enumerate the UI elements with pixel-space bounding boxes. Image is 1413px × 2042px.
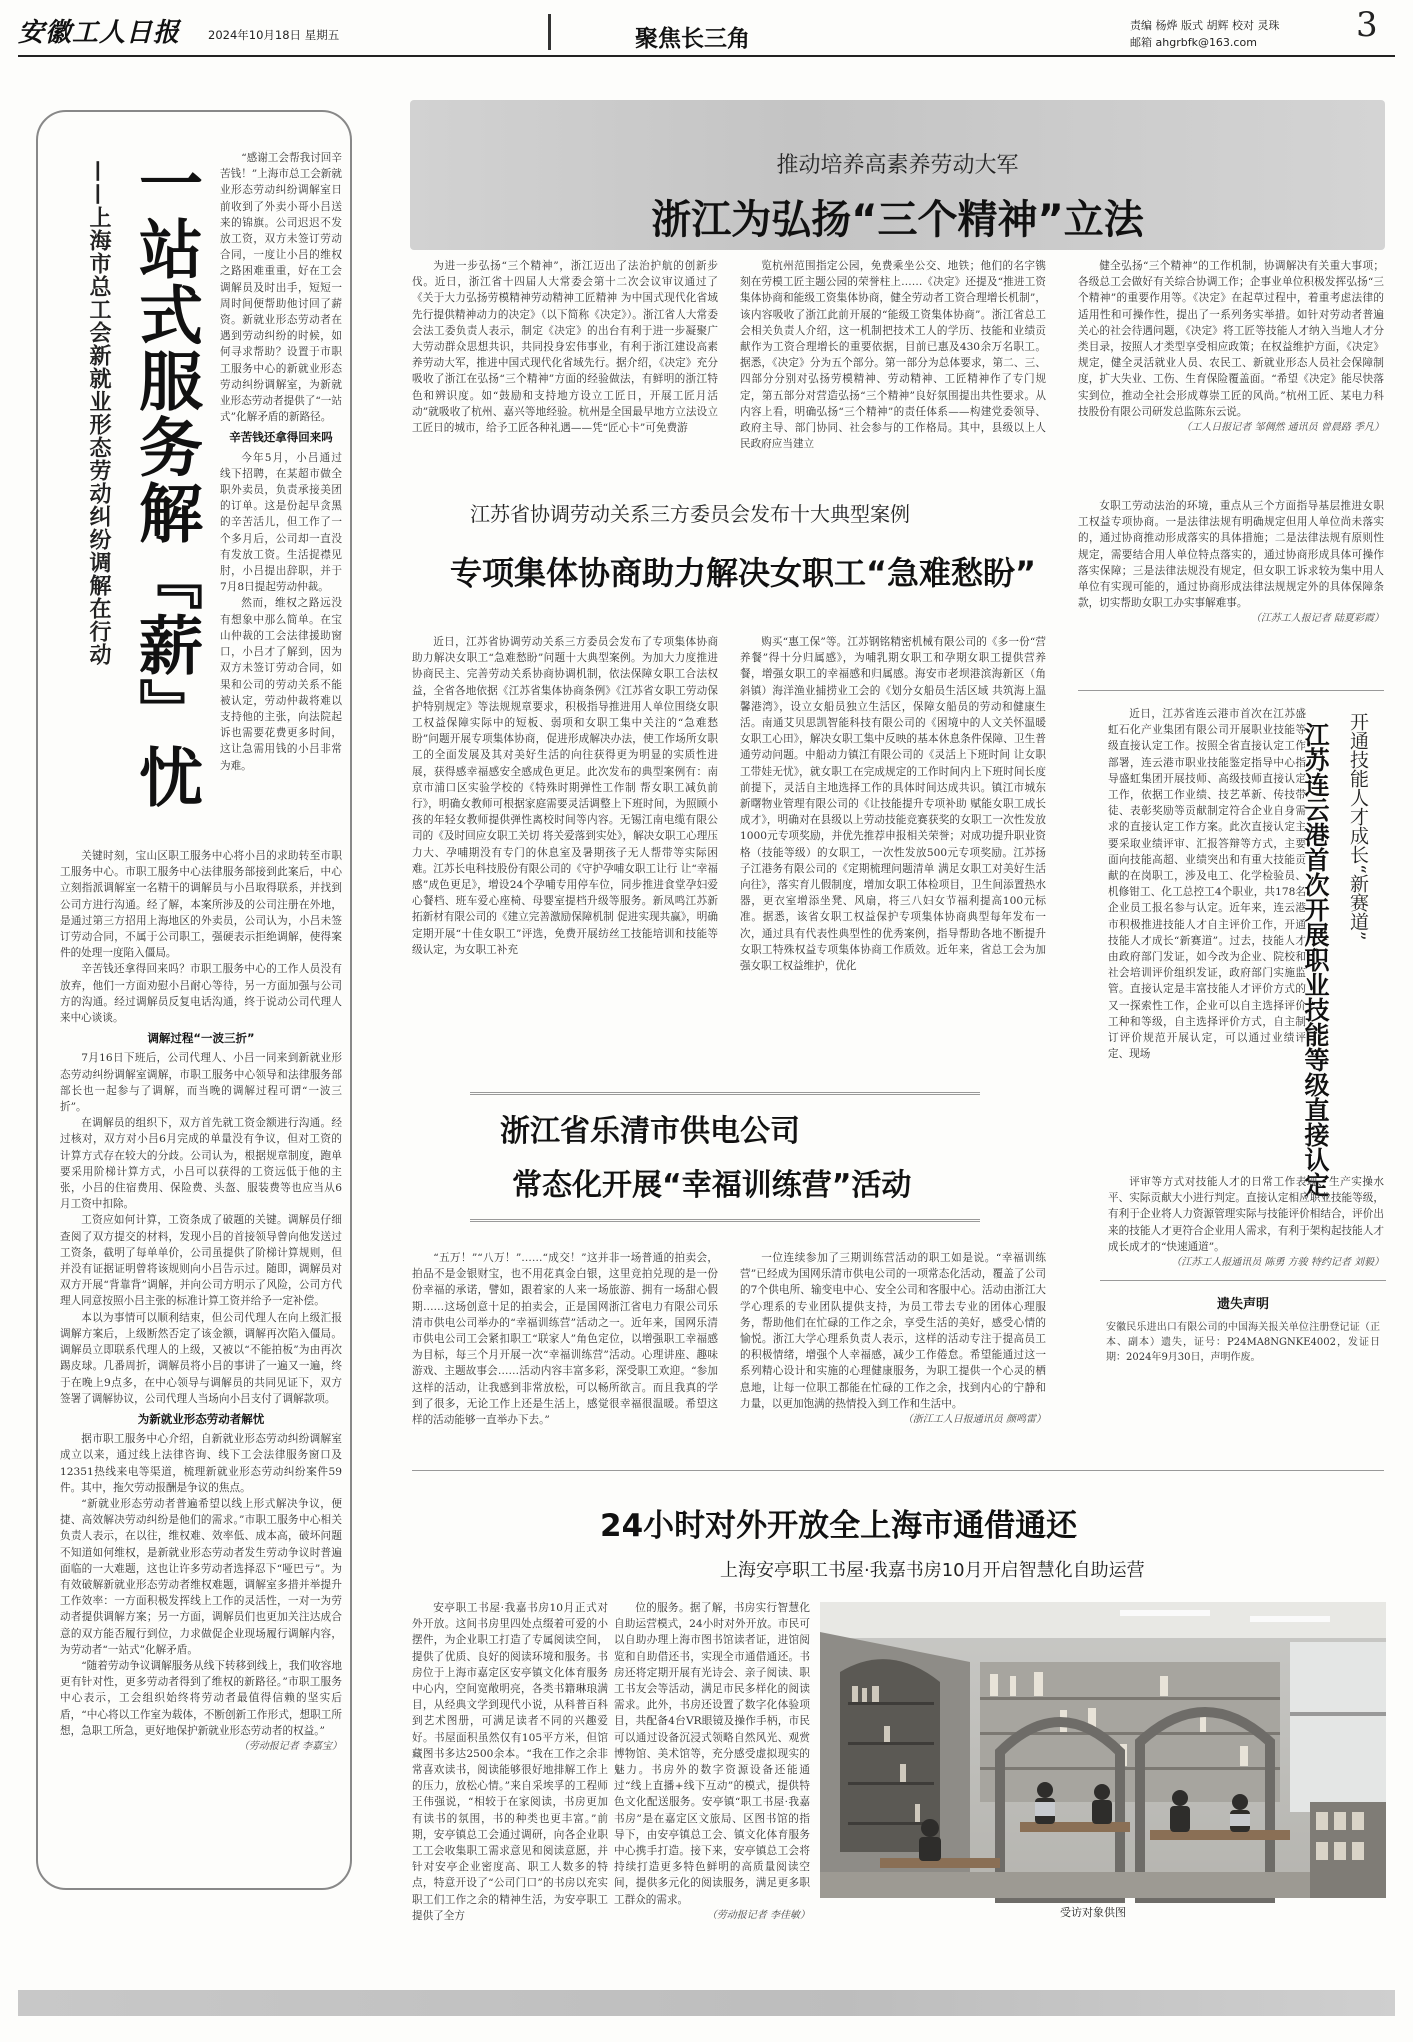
footer-band [18,1990,1395,2016]
zhejiang-col2 [740,258,1046,490]
left-sub1: 辛苦钱还拿得回来吗 [229,430,333,445]
jiangsu-col1 [412,634,718,1039]
jiangsu-col3 [1078,498,1384,670]
leqing-credit: （浙江工人日报通讯员 颜鸣雷） [902,1414,1046,1426]
left-story-subhead: ——上海市总工会新就业形态劳动纠纷调解在行动 [86,160,112,666]
left-intro: “感谢工会帮我讨回辛苦钱！”上海市总工会新就业形态劳动纠纷调解室日前收到了外卖小哥小吕送来的锦旗。公司迟迟不发放工资，双方未签订劳动合同，一度让小吕的维权之路困难重重，好在工会调解员及时出手，短短一周时间便帮助他讨回了薪资。新就业形态劳动者在遇到劳动纠纷的时候，如何寻求帮助？设置于市职工服务中心的新就业形态劳动纠纷调解室，为新就业形态劳动者提供了“一站式”化解矛盾的新路径。 [220,152,342,424]
jiangsu-col1-text: 近日，江苏省协调劳动关系三方委员会发布了专项集体协商助力解决女职工“急难愁盼”问题十大典型案例。为加大力度推进协商民主、完善劳动关系协商协调机制，依法保障女职工合法权益，全省各地依据《江苏省集体协商条例》《江苏省女职工劳动保护特别规定》等法规规章要求，积极指导推进用人单位围绕女职工权益保障实际中的短板、弱项和女职工集中关注的“急难愁盼”问题开展专项集体协商，促进形成解决办法，使工作场所女职工的全面发展及其对美好生活的向往获得更为明显的实质性进展，获得感幸福感安全感成色更足。此次发布的典型案例有：南京市浦口区实验学校的《特殊时期弹性工作制 帮女职工减负前行》，明确女教师可根据家庭需要灵活调整上下班时间，为照顾小孩的年轻女教师提供弹性离校时间等内容。无锡江南电缆有限公司的《及时回应女职工关切 将关爱落到实处》，解决女职工心理压力大、孕哺期没有专门的休息室及暑期孩子无人帮带等实际困难。江苏长电科技股份有限公司的《守护孕哺女职工让行 让“幸福感”成色更足》，增设24个孕哺专用停车位，同步推进食堂孕妇爱心餐档、班车爱心座椅、母婴室提档升级等服务。新凤鸣江苏新拓新材有限公司的《建立完善激励保障机制 促进实现共赢》，明确定期开展“十佳女职工”评选，免费开展纺丝工技能培训和技能等级认定，为女职工补充 [412,636,718,956]
left-p6: 在调解员的组织下，双方首先就工资金额进行沟通。经过核对，双方对小吕6月完成的单量没有争议，但对工资的计算方式存在较大的分歧。公司认为，根据规章制度，跑单要采用阶梯计算方式，小吕可以获得的工资远低于他的主张，小吕的住宿费用、保险费、头盔、服装费等也应当从6月工资中扣除。 [60,1117,342,1211]
paper-name: 安徽工人日报 [18,18,181,48]
zhejiang-kicker: 推动培养高素养劳动大军 [776,153,1019,178]
bookstore-photo-image [820,1602,1386,1898]
left-story-headline: 一站式服务解『薪』忧 [128,150,202,810]
left-p10: “新就业形态劳动者普遍希望以线上形式解决争议，便捷、高效解决劳动纠纷是他们的需求。”市职工服务中心相关负责人表示，在以往，维权难、效率低、成本高，破坏问题不知道如何维权，是新就业形态劳动者发生劳动争议时普遍面临的一大难题，这也让许多劳动者选择忍下“哑巴亏”。为有效破解新就业形态劳动者维权难题，调解室多措并举提升工作效率：一方面积极发挥线上工作的灵活性，一对一为劳动者提供调解方案；另一方面，调解员们也更加关注达成合意的双方能否履行到位，力求做促企业现场履行调解内容，为劳动者“一站式”化解矛盾。 [60,1497,342,1656]
masthead [0,0,1413,56]
zhejiang-col3-text: 健全弘扬“三个精神”的工作机制，协调解决有关重大事项；各级总工会做好有关综合协调工作；企事业单位积极发挥弘扬“三个精神”的重要作用等。《决定》在起草过程中，着重考虑法律的适用性和可操作性，提出了一系列务实举措。如针对劳动者普遍关心的社会待遇问题，《决定》将工匠等技能人才纳入当地人才分类目录，按照人才类型享受相应政策；在权益维护方面，《决定》规定，健全灵活就业人员、农民工、新就业形态人员社会保障制度，扩大失业、工伤、生育保险覆盖面。“希望《决定》能尽快落实到位，推动全社会形成尊崇工匠的风尚。”杭州工匠、某电力科技股份有限公司研发总监陈东云说。 [1078,260,1384,418]
leqing-col2-text: 一位连续参加了三期训练营活动的职工如是说。“幸福训练营”已经成为国网乐清市供电公司的一项常态化活动，覆盖了公司的7个供电所、输变电中心、安全公司和客服中心。活动由浙江大学心理系的专业团队提供支持，为员工带去专业的团体心理服务，帮助他们在忙碌的工作之余，享受生活的美好，感受心情的愉悦。浙江大学心理系负责人表示，这样的活动专注于提高员工的积极情绪，增强个人幸福感，减少工作倦怠。希望能通过这一系列精心设计和实施的心理健康服务，为职工提供一个心灵的栖息地，让每一位职工都能在忙碌的工作之余，找到内心的宁静和力量，以更加饱满的热情投入到工作和生活中。 [740,1252,1046,1410]
left-p3: 关键时刻，宝山区职工服务中心将小吕的求助转至市职工服务中心。市职工服务中心法律服务部接到此案后，中心立刻指派调解室一名精干的调解员与小吕取得联系，并找到公司方进行沟通。经了解，本案所涉及的公司注册在外地，是通过第三方招用上海地区的外卖员，公司认为，小吕未签订劳动合同，不属于公司职工，强硬表示拒绝调解，使得案件的处理一度陷入僵局。 [60,850,342,960]
bookstore-photo [820,1602,1386,1898]
lost-notice [1100,1280,1386,1440]
notice-body: 安徽民乐进出口有限公司的中国海关报关单位注册登记证（正本、副本）遗失，证号：P24MA8NGNKE4002，发证日期：2024年9月30日，声明作废。 [1106,1322,1380,1363]
left-p4: 辛苦钱还拿得回来吗？市职工服务中心的工作人员没有放弃，他们一方面劝慰小吕耐心等待，另一方面加强与公司方的沟通。经过调解员反复电话沟通，终于说动公司代理人来中心谈谈。 [60,963,342,1025]
jiangsu-credit: （江苏工人报记者 陆夏彩霞） [1250,613,1384,625]
left-sub3: 为新就业形态劳动者解忧 [137,1411,265,1426]
photo-caption: 受访对象供图 [1060,1906,1126,1919]
shanghai-headline: 24小时对外开放全上海市通借通还 [600,1508,1078,1544]
shanghai-credit: （劳动报记者 李佳敏） [706,1909,810,1921]
jiangsu-col2 [740,634,1046,1039]
left-p9: 据市职工服务中心介绍，自新就业形态劳动纠纷调解室成立以来，通过线上法律咨询、线下工会法律服务窗口及12351热线来电等渠道，梳理新就业形态劳动纠纷案件59件。其中，拖欠劳动报酬是争议的焦点。 [60,1433,342,1494]
jiangsu-kicker: 江苏省协调劳动关系三方委员会发布十大典型案例 [470,502,910,526]
left-p11: “随着劳动争议调解服务从线下转移到线上，我们收容地更有针对性，更多劳动者得到了维权的新路径。”市职工服务中心表示，工会组织始终将劳动者最值得信赖的坚实后盾，“中心将以工作室为载体，不断创新工作形式，想职工所想，急职工所急，更好地保护新就业形态劳动者的权益。” [60,1659,342,1737]
editors-line: 责编 杨烨 版式 胡辉 校对 灵珠 [1130,19,1280,32]
left-story-top-column [220,150,342,840]
left-sub2: 调解过程“一波三折” [147,1031,255,1046]
email-line: 邮箱 ahgrbfk@163.com [1130,36,1257,49]
left-p8: 本以为事情可以顺利结束，但公司代理人在向上级汇报调解方案后，上级断然否定了该金额，调解再次陷入僵局。调解员立即联系代理人的上级，又被以“不能拍板”为由再次踢皮球。几番周折，调解员将小吕的事讲了一遍又一遍，终于在晚上9点多，在中心领导与调解员的共同见证下，双方签署了调解协议，公司代理人当场向小吕支付了调解款项。 [60,1311,342,1405]
leqing-col2 [740,1250,1046,1466]
jiangsu-headline: 专项集体协商助力解决女职工“急难愁盼” [450,554,1037,592]
zhejiang-col2-text: 览杭州范围指定公园，免费乘坐公交、地铁；他们的名字镌刻在劳模工匠主题公园的荣誉柱上……《决定》还提及“推进工资集体协商和能级工资集体协商，健全劳动者工资合理增长机制”，该内容吸收了浙江此前开展的“能级工资集体协商”。浙江省总工会相关负责人介绍，这一机制把技术工人的学历、技能和业绩贡献作为工资合理增长的重要依据，目前已惠及430余万名职工。据悉，《决定》分为五个部分。第一部分为总体要求，第二、三、四部分分别对弘扬劳模精神、劳动精神、工匠精神作了专门规定，第五部分对营造弘扬“三个精神”良好氛围提出共性要求。从内容上看，明确弘扬“三个精神”的责任体系——构建党委领导、政府主导、部门协同、社会参与的工作格局。其中，县级以上人民政府应当建立 [740,260,1046,451]
zhejiang-col3 [1078,258,1384,490]
lianyungang-col2-text: 评审等方式对技能人才的日常工作表现、生产实操水平、实际贡献大小进行判定。直接认定相应职业技能等级，有利于企业将人力资源管理实际与技能评价相结合，评价出来的技能人才更符合企业用人需求，有利于架构起技能人才成长成才的“快速通道”。 [1108,1176,1384,1253]
shanghai-divider [412,1470,1384,1471]
lianyungang-top-rule [1078,690,1384,691]
jiangsu-col3-text: 女职工劳动法治的环境，重点从三个方面指导基层推进女职工权益专项协商。一是法律法规有明确规定但用人单位尚未落实的，通过协商推动形成落实的具体措施；二是法律法规有原则性规定，需要结合用人单位特点落实的，通过协商形成具体可操作落实保障；三是法律法规没有规定，但女职工诉求较为集中用人单位有实现可能的，通过协商形成法律法规规定外的具体保障条款，切实帮助女职工办实事解难事。 [1078,500,1384,610]
lianyungang-col1 [1108,706,1306,1170]
lianyungang-subhead: 开通技能人才成长“新赛道” [1347,712,1369,941]
leqing-col1 [412,1250,718,1466]
section-title: 聚焦长三角 [635,26,750,52]
zhejiang-col1 [412,258,718,490]
lianyungang-headline: 江苏连云港首次开展职业技能等级直接认定 [1301,722,1330,1197]
leqing-headline-line1: 浙江省乐清市供电公司 [500,1114,800,1149]
shanghai-col1-text: 安亭职工书屋·我嘉书房10月正式对外开放。这间书房里四处点缀着可爱的小摆件，为企业职工打造了专属阅读空间，提供了优质、良好的阅读环境和服务。书房位于上海市嘉定区安亭镇文化体育服务中心内，空间宽敞明亮，各类书籍琳琅满目，从经典文学到现代小说，从科普百科到艺术图册，可满足读者不同的兴趣爱好。书屋面积虽然仅有105平方米，但馆藏图书多达2500余本。“我在工作之余非常喜欢读书，阅读能够很好地排解工作上的压力，放松心情。”来自采埃孚的工程师王伟强说，“相较于在家阅读，书房更加有读书的氛围，书的种类也更丰富。”前期，安亭镇总工会通过调研，向各企业职工工会收集职工需求意见和阅读意愿，并针对安亭企业密度高、职工人数多的特点，特意开设了“公司门口”的书房以充实职工们工作之余的精神生活，为安亭职工提供了全方 [412,1602,608,1922]
left-p7: 工资应如何计算，工资条成了破题的关键。调解员仔细查阅了双方提交的材料，发现小吕的首接领导曾向他发送过工资条，截明了每单单价，公司虽提供了阶梯计算规则，但并没有证据证明曾将该规则向小吕告示过。随即，调解员对双方开展“背靠背”调解，并向公司方明示了风险，公司方代理人同意按照小吕主张的标准计算工资并给予一定补偿。 [60,1214,342,1308]
zhejiang-credit: （工人日报记者 邹倜然 通讯员 曾晨路 季凡） [1181,422,1384,434]
lianyungang-col1-text: 近日，江苏省连云港市首次在江苏盛虹石化产业集团有限公司开展职业技能等级直接认定工作。按照全省直接认定工作部署，连云港市职业技能鉴定指导中心指导盛虹集团开展技师、高级技师直接认定工作，依据工作业绩、技艺革新、传技带徒、表彰奖励等贡献制定符合企业自身需求的直接认定工作方案。此次直接认定主要采取业绩评审、汇报答辩等方式，主要面向技能高超、业绩突出和有重大技能贡献的在岗职工，涉及电工、化学检验员、机修钳工、化工总控工4个职业，共178名企业员工报名参与认定。近年来，连云港市积极推进技能人才自主评价工作，开通技能人才成长“新赛道”。过去，技能人才由政府部门发证，如今改为企业、院校和社会培训评价组织发证，政府部门实施监管。直接认定是丰富技能人才评价方式的又一探索性工作，企业可以自主选择评价工种和等级，自主选择评价方式，自主制订评价规范开展认定，可以通过业绩评定、现场 [1108,708,1306,1061]
zhejiang-headline: 浙江为弘扬“三个精神”立法 [651,197,1144,243]
shanghai-col2-text: 位的服务。据了解，书房实行智慧化自助运营模式，24小时对外开放。市民可以自助办理上海市图书馆读者证，进馆阅览和自助借还书，实现全市通借通还。书房还将定期开展有光诗会、亲子阅读、职工书友会等活动，满足市民多样化的阅读需求。此外，书房还设置了数字化体验项目，共配备4台VR眼镜及操作手柄，市民可以通过设备沉浸式领略自然风光、观赏博物馆、美术馆等，充分感受虚拟现实的魅力。书房外的数字资源设备还能通过“线上直播+线下互动”的模式，提供特色文化配送服务。安亭镇“职工书屋·我嘉书房”是在嘉定区文旅局、区图书馆的指导下，由安亭镇总工会、镇文化体育服务中心携手打造。接下来，安亭镇总工会将持续打造更多特色鲜明的高质量阅读空间，提供多元化的阅读服务，满足更多职工群众的需求。 [614,1602,810,1906]
page-number: 3 [1356,5,1378,45]
issue-date: 2024年10月18日 星期五 [208,28,340,42]
lianyungang-col2 [1108,1174,1384,1269]
shanghai-col2 [614,1600,810,1921]
left-p1: 今年5月，小吕通过线下招聘，在某超市做全职外卖员，负责承接美团的订单。这是份起早贪黑的辛苦活儿，但工作了一个多月后，公司却一直没有发放工资。生活捉襟见肘，小吕提出辞职，并于7月8日提起劳动仲裁。 [220,451,342,594]
leqing-col1-text: “五万！”“八万！”……“成交！”这并非一场普通的拍卖会，拍品不是金银财宝，也不用花真金白银，这里竞拍兑现的是一份份幸福的承诺，譬如，跟着家的人来一场旅游、拥有一场甜心假期……这场创意十足的拍卖会，正是国网浙江省电力有限公司乐清市供电公司举办的“幸福训练营”活动之一。近年来，国网乐清市供电公司工会紧扣职工“联家人”角色定位，以增强职工幸福感为目标，每三个月开展一次“幸福训练营”活动。心理讲座、趣味游戏、主题故事会……活动内容丰富多彩，深受职工欢迎。“参加这样的活动，让我感到非常放松，可以畅所欲言。而且我真的学到了很多，无论工作上还是生活上，感觉很幸福很温暖。希望这样的活动能够一直举办下去。” [412,1252,718,1427]
left-story-bottom-column [60,848,342,1878]
left-p5: 7月16日下班后，公司代理人、小吕一同来到新就业形态劳动纠纷调解室调解，市职工服务中心领导和法律服务部部长也一起参与了调解，而当晚的调解过程可谓“一波三折”。 [60,1052,342,1114]
notice-title: 遗失声明 [1216,1297,1269,1312]
masthead-rule [18,55,1395,57]
leqing-headline-line2: 常态化开展“幸福训练营”活动 [512,1168,912,1203]
left-p2: 然而，维权之路远没有想象中那么简单。在宝山仲裁的工会法律援助窗口，小吕才了解到，因为双方未签订劳动合同，如果和公司的劳动关系不能被认定，劳动仲裁将难以支持他的主张，向法院起诉也需要花费更多时间，这让急需用钱的小吕非常为难。 [220,597,342,772]
lianyungang-credit: （江苏工人报通讯员 陈勇 方骏 特约记者 刘毅） [1171,1257,1384,1269]
jiangsu-col2-text: 购买“惠工保”等。江苏钢铭精密机械有限公司的《多一份“营养餐”得十分归属感》，为哺乳期女职工和孕期女职工提供营养餐，增强女职工的幸福感和归属感。海安市老坝港滨海新区（角斜镇）海洋渔业捕捞业工会的《划分女船员生活区域 共筑海上温馨港湾》，设立女船员独立生活区，保障女船员的劳动和健康生活。南通艾贝思凯智能科技有限公司的《困境中的人文关怀温暖女职工心田》，解决女职工集中反映的基本休息条件保障、卫生普通劳动问题。中船动力镇江有限公司的《灵活上下班时间 让女职工带娃无忧》，就女职工在完成规定的工作时间内上下班时间长度前提下，灵活自主地选择工作的具体时间达成共识。镇江市城东新曙物业管理有限公司的《让技能提升专项补助 赋能女职工成长成才》，明确对在县级以上劳动技能竞赛获奖的女职工一次性发放1000元专项奖励，并优先推荐申报相关荣誉；对成功提升职业资格（技能等级）的女职工，一次性发放500元专项奖励。江苏扬子江港务有限公司的《定期梳理问题清单 满足女职工对美好生活向往》，落实育儿假制度，增加女职工体检项目，卫生间添置热水器，更衣室增添坐凳、风扇，将三八妇女节福利提高100元标准。据悉，该省女职工权益保护专项集体协商典型每年发布一次，通过具有代表性典型性的优秀案例，指导帮助各地不断提升女职工特殊权益专项集体协商工作质效。近年来，省总工会为加强女职工权益维护，优化 [740,636,1046,973]
zhejiang-col1-text: 为进一步弘扬“三个精神”，浙江迈出了法治护航的创新步伐。近日，浙江省十四届人大常委会第十二次会议审议通过了《关于大力弘扬劳模精神劳动精神工匠精神 为中国式现代化省域先行提供精神动力的决定》（以下简称《决定》）。浙江省人大常委会法工委负责人表示，制定《决定》的出台有利于进一步凝聚广大劳动群众思想共识，共同投身宏伟事业，有利于浙江建设高素养劳动大军，推进中国式现代化省域先行。据介绍，《决定》充分吸收了浙江在弘扬“三个精神”方面的经验做法，有鲜明的浙江特色和辨识度。如“鼓励和支持地方设立工匠日，开展工匠月活动”就吸收了杭州、嘉兴等地经验。杭州是全国最早地方立法设立工匠日的城市，给予工匠各种礼遇——凭“匠心卡”可免费游 [412,260,718,435]
left-credit: （劳动报记者 李嘉宝） [238,1740,342,1752]
shanghai-subhead: 上海安亭职工书屋·我嘉书房10月开启智慧化自助运营 [720,1560,1145,1581]
shanghai-col1 [412,1600,608,1922]
